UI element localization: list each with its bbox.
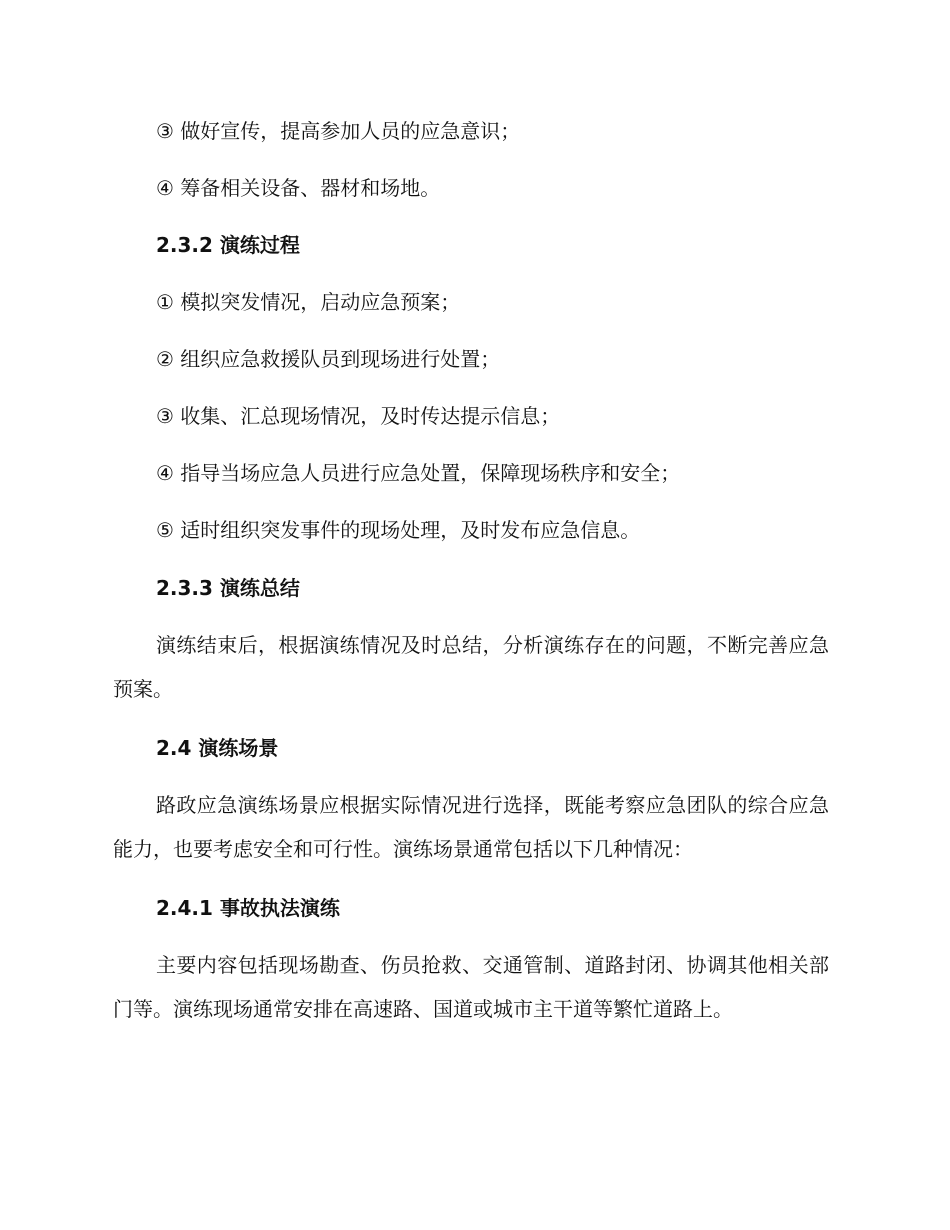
section-heading: 2.3.2 演练过程 [156, 233, 300, 257]
paragraph: 演练结束后，根据演练情况及时总结，分析演练存在的问题，不断完善应急预案。 [113, 633, 829, 701]
list-item: ③ 做好宣传，提高参加人员的应急意识； [156, 119, 521, 143]
section-heading: 2.4.1 事故执法演练 [156, 896, 340, 920]
list-item: ⑤ 适时组织突发事件的现场处理，及时发布应急信息。 [156, 518, 641, 542]
section-heading: 2.3.3 演练总结 [156, 576, 300, 600]
section-heading: 2.4 演练场景 [156, 736, 279, 760]
list-item: ④ 指导当场应急人员进行应急处置，保障现场秩序和安全； [156, 461, 681, 485]
list-item: ④ 筹备相关设备、器材和场地。 [156, 176, 441, 200]
list-item: ② 组织应急救援队员到现场进行处置； [156, 347, 501, 371]
list-item: ① 模拟突发情况，启动应急预案； [156, 290, 461, 314]
paragraph: 主要内容包括现场勘查、伤员抢救、交通管制、道路封闭、协调其他相关部门等。演练现场通常安排在高速路、国道或城市主干道等繁忙道路上。 [113, 953, 829, 1021]
list-item: ③ 收集、汇总现场情况，及时传达提示信息； [156, 404, 561, 428]
paragraph: 路政应急演练场景应根据实际情况进行选择，既能考察应急团队的综合应急能力，也要考虑安全和可行性。演练场景通常包括以下几种情况： [113, 793, 829, 861]
